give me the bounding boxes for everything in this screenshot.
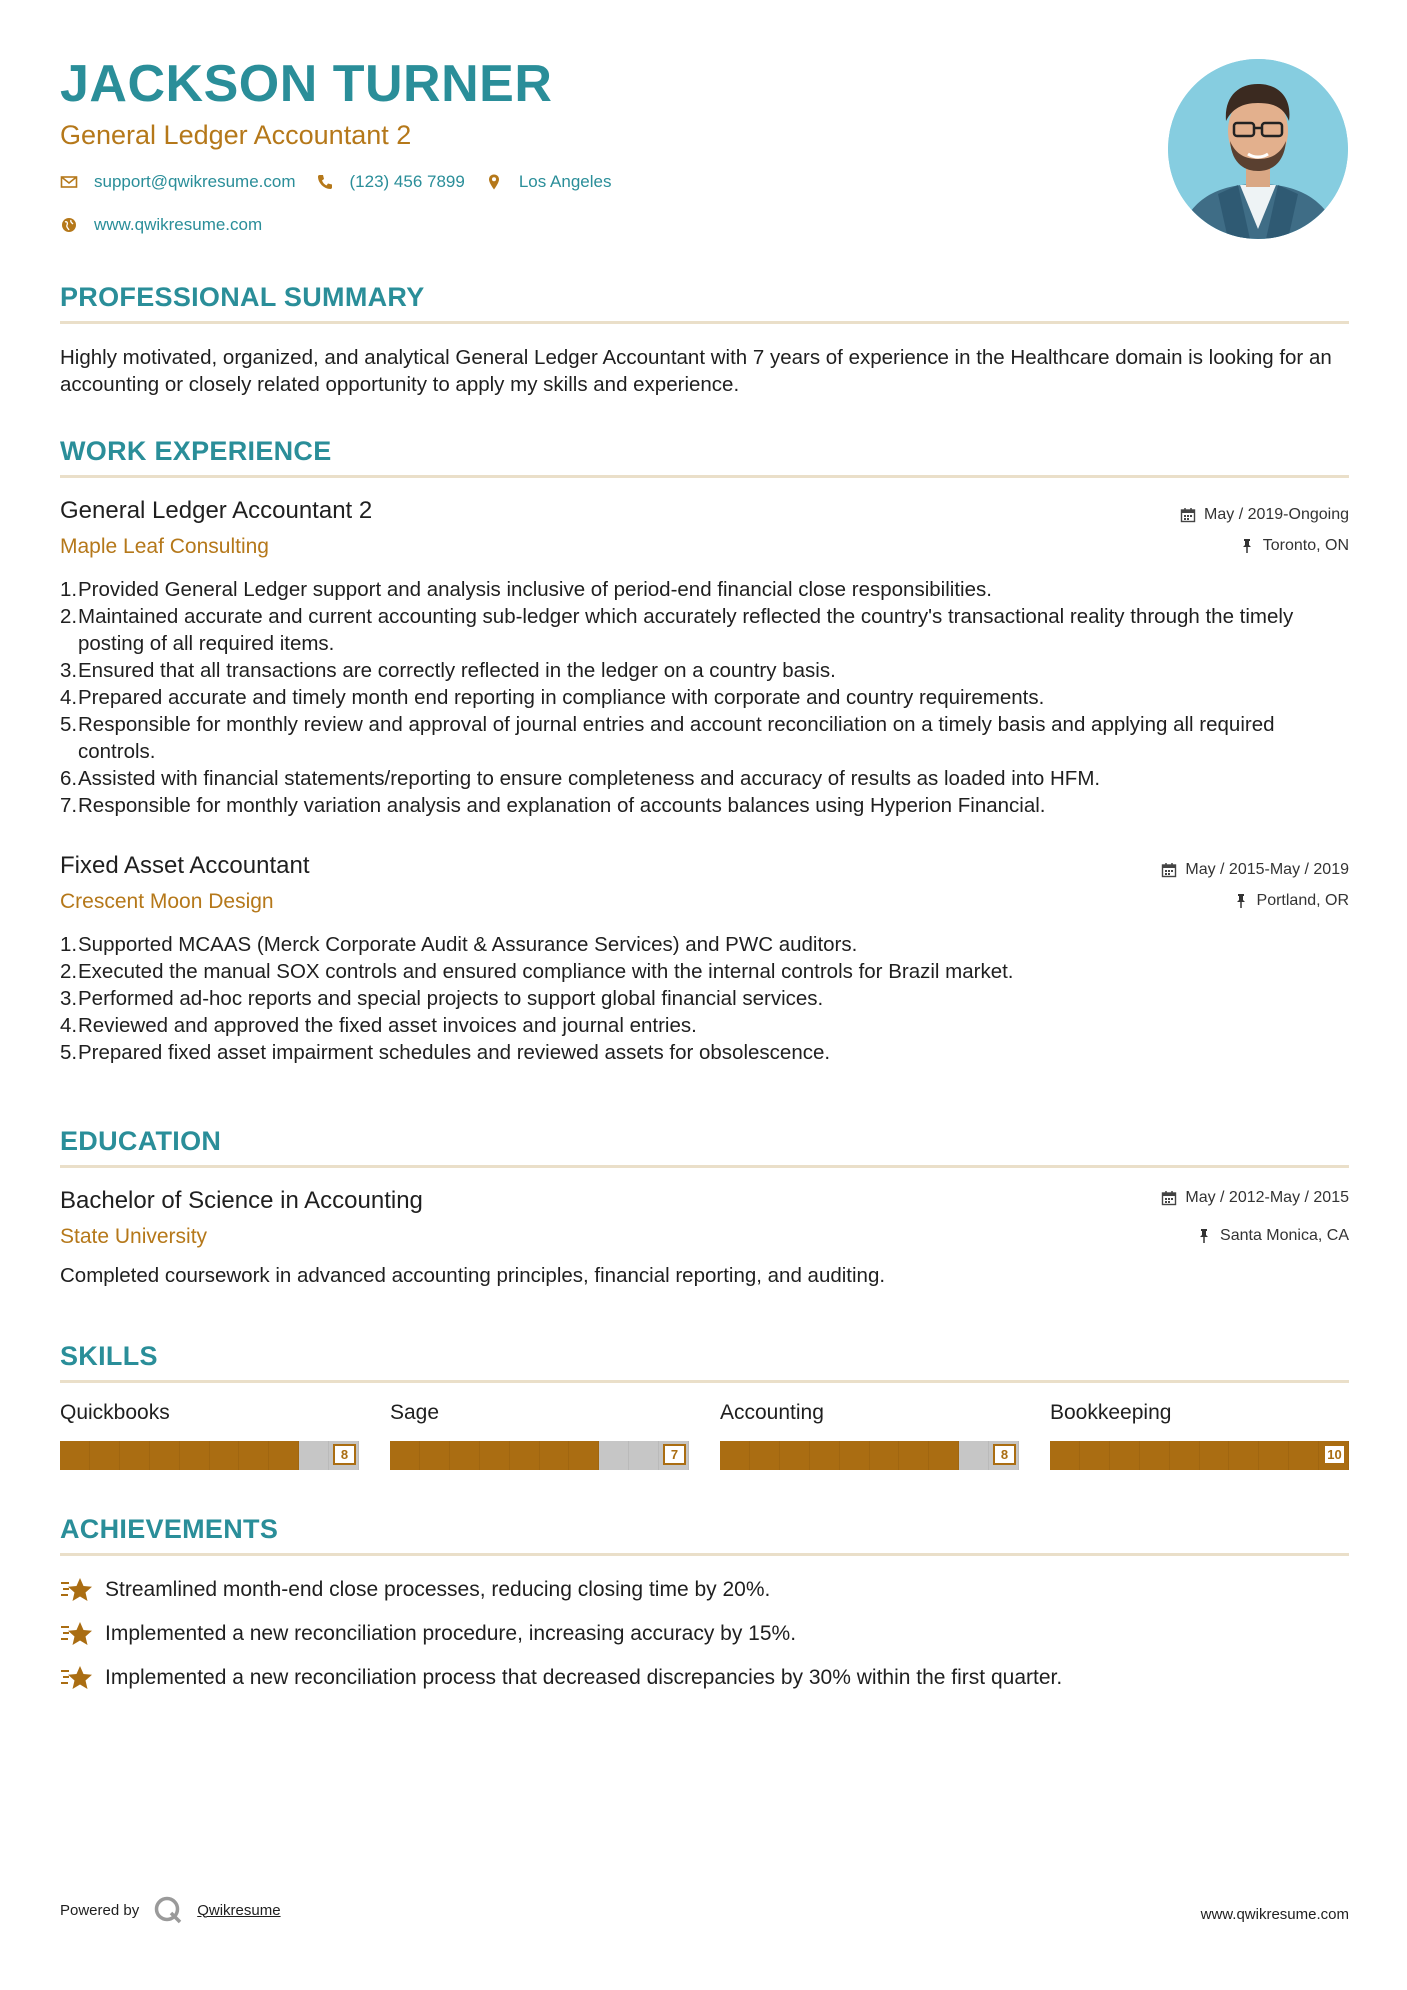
list-item: Responsible for monthly review and approval of journal entries and account reconciliation on a timely basis and applying all required controls. [78, 713, 1275, 763]
skill-bar-segment [1229, 1441, 1259, 1470]
education-heading: EDUCATION [60, 1126, 222, 1156]
list-item: Provided General Ledger support and analysis inclusive of period-end financial close responsibilities. [78, 578, 992, 601]
pushpin-icon [1239, 538, 1255, 554]
section-divider [60, 1553, 1349, 1556]
calendar-icon [1161, 1190, 1177, 1206]
list-item: Assisted with financial statements/reporting to ensure completeness and accuracy of results as loaded into HFM. [78, 767, 1101, 790]
education-dates [1161, 1189, 1349, 1207]
phone-text[interactable]: (123) 456 7899 [349, 172, 465, 191]
skill-bar-segment [510, 1441, 540, 1470]
job-title: General Ledger Accountant 2 [60, 497, 373, 524]
company-name: Maple Leaf Consulting [60, 535, 269, 558]
job-location-text: Toronto, ON [1262, 537, 1349, 554]
contact-row [60, 172, 631, 192]
summary-text: Highly motivated, organized, and analytical General Ledger Accountant with 7 years of experience in the Healthcare domain is looking for an accounting or closely related opportunity to apply my skills and experience. [60, 346, 1332, 396]
envelope-icon [60, 173, 78, 191]
skill-name: Bookkeeping [1050, 1401, 1172, 1424]
skill-bar-segment [269, 1441, 299, 1470]
qwikresume-link[interactable]: Qwikresume [197, 1901, 281, 1919]
skill-bar-segment [420, 1441, 450, 1470]
school-name: State University [60, 1225, 208, 1248]
star-icon [60, 1664, 92, 1692]
job-dates [1161, 861, 1349, 879]
list-item: Maintained accurate and current accounting sub-ledger which accurately reflected the country's transactional reality through the timely posting of all required items. [78, 605, 1294, 655]
responsibility-list [60, 931, 1349, 1066]
pushpin-icon [1196, 1228, 1212, 1244]
section-divider [60, 1165, 1349, 1168]
email-link[interactable]: support@qwikresume.com [94, 172, 296, 191]
skill-bar-segment [390, 1441, 420, 1470]
skill-bar-segment [1289, 1441, 1319, 1470]
star-icon [60, 1620, 92, 1648]
list-item: Performed ad-hoc reports and special projects to support global financial services. [78, 987, 824, 1010]
list-item: Executed the manual SOX controls and ensured compliance with the internal controls for Brazil market. [78, 960, 1014, 983]
skill-bar-segment [1110, 1441, 1140, 1470]
education-location [1196, 1227, 1349, 1245]
skill-bar-segment [180, 1441, 210, 1470]
skill-level-badge: 10 [1323, 1444, 1346, 1465]
section-divider [60, 321, 1349, 324]
degree-title: Bachelor of Science in Accounting [60, 1187, 423, 1214]
skill-bar [60, 1441, 359, 1470]
company-name: Crescent Moon Design [60, 890, 274, 913]
map-pin-icon [485, 173, 503, 191]
star-icon [60, 1576, 92, 1604]
education-location-text: Santa Monica, CA [1220, 1227, 1349, 1244]
skill-bar-segment [810, 1441, 840, 1470]
skill-bar-segment [90, 1441, 120, 1470]
list-item: Responsible for monthly variation analysis and explanation of accounts balances using Hyperion Financial. [78, 794, 1046, 817]
candidate-title: General Ledger Accountant 2 [60, 120, 412, 150]
skills-heading: SKILLS [60, 1341, 158, 1371]
job-location [1239, 537, 1349, 555]
skill-bar-segment [1140, 1441, 1170, 1470]
skill-bar-segment [480, 1441, 510, 1470]
section-divider [60, 1380, 1349, 1383]
skill-bar-segment [120, 1441, 150, 1470]
skill-bar-segment [1200, 1441, 1230, 1470]
skill-level-badge: 7 [663, 1444, 686, 1465]
skill-bar-segment [540, 1441, 570, 1470]
achievement-text: Streamlined month-end close processes, reducing closing time by 20%. [105, 1578, 771, 1601]
skill-bar [720, 1441, 1019, 1470]
skill-quickbooks [60, 1401, 359, 1470]
skill-bar-segment [840, 1441, 870, 1470]
skill-accounting [720, 1401, 1019, 1470]
skill-bar-segment [870, 1441, 900, 1470]
education-dates-text: May / 2012-May / 2015 [1185, 1189, 1349, 1206]
footer-website-link[interactable]: www.qwikresume.com [1200, 1906, 1349, 1923]
experience-heading: WORK EXPERIENCE [60, 436, 332, 466]
skill-bar-segment [1050, 1441, 1080, 1470]
section-divider [60, 475, 1349, 478]
skill-name: Accounting [720, 1401, 824, 1424]
list-item: Reviewed and approved the fixed asset invoices and journal entries. [78, 1014, 697, 1037]
job-dates-text: May / 2015-May / 2019 [1185, 861, 1349, 878]
powered-by-text: Powered by [60, 1901, 140, 1919]
skill-bar-segment [929, 1441, 959, 1470]
skill-name: Sage [390, 1401, 440, 1424]
footer-powered-by [60, 1895, 281, 1925]
skill-bar-segment [150, 1441, 180, 1470]
achievement-text: Implemented a new reconciliation process that decreased discrepancies by 30% within the first quarter. [105, 1666, 1063, 1689]
achievements-heading: ACHIEVEMENTS [60, 1514, 279, 1544]
pushpin-icon [1233, 893, 1249, 909]
skill-bar-segment [1259, 1441, 1289, 1470]
skill-level-badge: 8 [993, 1444, 1016, 1465]
job-location-text: Portland, OR [1256, 892, 1349, 909]
skill-level-badge: 8 [333, 1444, 356, 1465]
education-description: Completed coursework in advanced accounting principles, financial reporting, and auditing. [60, 1264, 886, 1287]
list-item: Prepared fixed asset impairment schedules and reviewed assets for obsolescence. [78, 1041, 831, 1064]
candidate-name: JACKSON TURNER [60, 55, 553, 113]
skill-bar-segment [210, 1441, 240, 1470]
location-text: Los Angeles [518, 172, 612, 191]
globe-icon [60, 216, 78, 234]
job-dates [1180, 506, 1349, 524]
profile-photo [1168, 59, 1348, 239]
summary-heading: PROFESSIONAL SUMMARY [60, 282, 425, 312]
phone-icon [316, 173, 334, 191]
achievement-item [60, 1576, 770, 1604]
qwikresume-logo-icon [153, 1895, 183, 1925]
skill-sage [390, 1401, 689, 1470]
skill-bar-segment [299, 1441, 329, 1470]
skill-bar-segment [780, 1441, 810, 1470]
achievement-item [60, 1664, 1062, 1692]
skill-bar-segment [1080, 1441, 1110, 1470]
skill-name: Quickbooks [60, 1401, 170, 1424]
skill-bar-segment [899, 1441, 929, 1470]
job-dates-text: May / 2019-Ongoing [1204, 506, 1349, 523]
calendar-icon [1180, 507, 1196, 523]
calendar-icon [1161, 862, 1177, 878]
skill-bar-segment [1170, 1441, 1200, 1470]
skill-bar-segment [720, 1441, 750, 1470]
website-link[interactable]: www.qwikresume.com [94, 215, 263, 234]
job-title: Fixed Asset Accountant [60, 852, 310, 879]
achievement-item [60, 1620, 796, 1648]
skill-bar-segment [629, 1441, 659, 1470]
achievement-text: Implemented a new reconciliation procedure, increasing accuracy by 15%. [105, 1622, 797, 1645]
list-item: Supported MCAAS (Merck Corporate Audit & Assurance Services) and PWC auditors. [78, 933, 858, 956]
skill-bar-segment [239, 1441, 269, 1470]
skill-bookkeeping [1050, 1401, 1349, 1470]
skill-bar-segment [599, 1441, 629, 1470]
skill-bar [390, 1441, 689, 1470]
skill-bar-segment [569, 1441, 599, 1470]
list-item: Ensured that all transactions are correctly reflected in the ledger on a country basis. [78, 659, 836, 682]
job-location [1233, 892, 1349, 910]
skill-bar-segment [959, 1441, 989, 1470]
skill-bar-segment [450, 1441, 480, 1470]
skill-bar [1050, 1441, 1349, 1470]
skill-bar-segment [750, 1441, 780, 1470]
responsibility-list [60, 576, 1349, 819]
skill-bar-segment [60, 1441, 90, 1470]
website-row [60, 215, 282, 235]
list-item: Prepared accurate and timely month end reporting in compliance with corporate and country requirements. [78, 686, 1045, 709]
